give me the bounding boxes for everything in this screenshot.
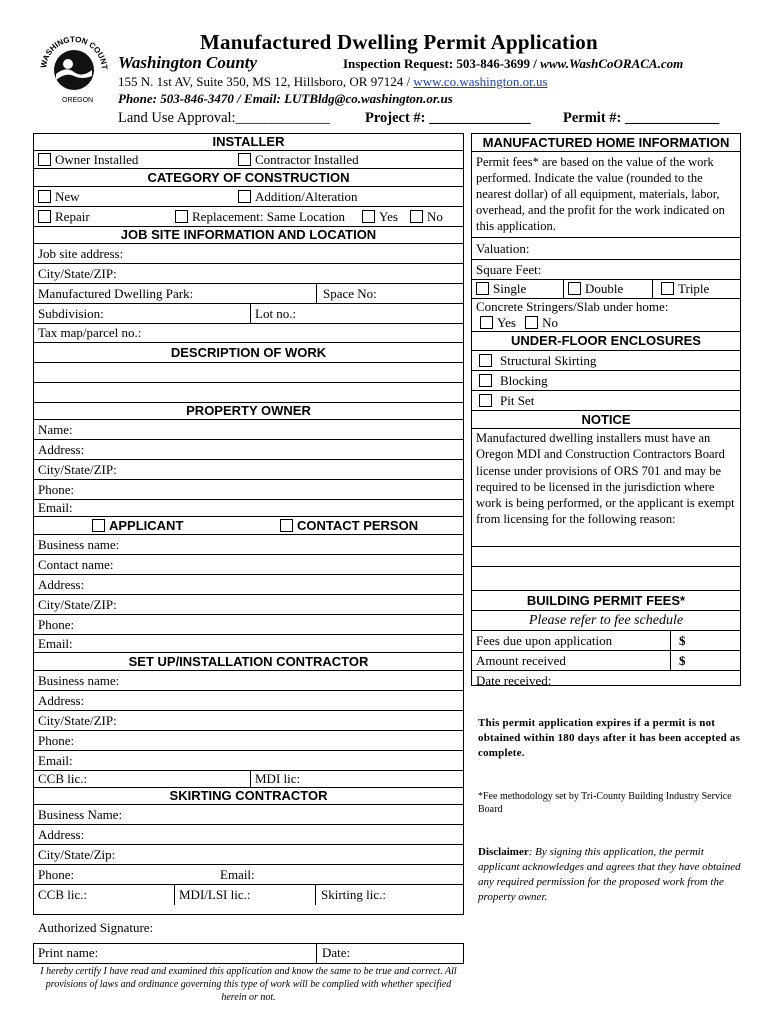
job-subdivision-row — [34, 304, 463, 324]
checkbox-icon[interactable] — [38, 190, 51, 203]
county-seal-logo — [36, 30, 112, 106]
checkbox-icon[interactable] — [568, 282, 581, 295]
applicant-email-field[interactable]: Email: — [34, 635, 463, 653]
space-no-field[interactable]: Space No: — [323, 286, 377, 301]
fee-schedule-note: Please refer to fee schedule — [472, 611, 740, 631]
blocking-checkbox[interactable]: Blocking — [472, 371, 740, 391]
county-name: Washington County — [118, 53, 258, 72]
replacement-no-checkbox[interactable]: No — [410, 207, 443, 226]
checkbox-icon[interactable] — [38, 210, 51, 223]
land-use-approval: Land Use Approval:_____________ — [118, 110, 330, 126]
skirting-business-field[interactable]: Business Name: — [34, 805, 463, 825]
owner-heading: PROPERTY OWNER — [34, 403, 463, 420]
underfloor-heading: UNDER-FLOOR ENCLOSURES — [472, 332, 740, 351]
contractor-installed-checkbox[interactable]: Contractor Installed — [238, 151, 359, 168]
single-checkbox[interactable]: Single — [476, 281, 526, 296]
category-row-2 — [34, 207, 463, 227]
valuation-field[interactable]: Valuation: — [472, 238, 740, 260]
concrete-no-checkbox[interactable]: No — [525, 315, 558, 330]
applicant-city-field[interactable]: City/State/ZIP: — [34, 595, 463, 615]
fees-due-label: Fees due upon application — [476, 633, 613, 648]
permit-fees-note: Permit fees* are based on the value of the work performed. Indicate the value (rounded to the nearest dollar) of all equipment, materials, labor, overhead, and the profit for the work indicated on this application. — [472, 152, 740, 238]
home-size-row — [472, 280, 740, 299]
office-address: 155 N. 1st AV, Suite 350, MS 12, Hillsboro, OR 97124 / www.co.washington.or.us — [118, 74, 548, 89]
addition-checkbox[interactable]: Addition/Alteration — [238, 187, 358, 206]
exempt-reason-line-1[interactable] — [472, 547, 740, 567]
setup-phone-field[interactable]: Phone: — [34, 731, 463, 751]
applicant-checkbox[interactable]: APPLICANT — [92, 517, 183, 534]
fee-methodology-note: *Fee methodology set by Tri-County Building Industry Service Board — [478, 791, 732, 815]
date-field[interactable]: Date: — [322, 945, 351, 960]
description-heading: DESCRIPTION OF WORK — [34, 343, 463, 363]
exempt-reason-line-2[interactable] — [472, 567, 740, 591]
contact-person-checkbox[interactable]: CONTACT PERSON — [280, 517, 418, 534]
checkbox-icon[interactable] — [479, 354, 492, 367]
fees-due-row — [472, 631, 740, 651]
inspection-request: Inspection Request: 503-846-3699 / www.WashCoORACA.com — [343, 56, 684, 71]
checkbox-icon[interactable] — [476, 282, 489, 295]
checkbox-icon[interactable] — [175, 210, 188, 223]
skirting-license-row — [34, 885, 463, 905]
owner-installed-checkbox[interactable]: Owner Installed — [38, 152, 138, 167]
fees-due-amount[interactable]: $ — [679, 633, 686, 648]
checkbox-icon[interactable] — [410, 210, 423, 223]
description-line-1[interactable] — [34, 363, 463, 383]
setup-city-field[interactable]: City/State/ZIP: — [34, 711, 463, 731]
job-site-address-field[interactable]: Job site address: — [34, 244, 463, 264]
tax-map-field[interactable]: Tax map/parcel no.: — [34, 324, 463, 343]
phone-email: Phone: 503-846-3470 / Email: LUTBldg@co.washington.or.us — [118, 91, 453, 106]
setup-ccb-field[interactable]: CCB lic.: — [38, 771, 88, 786]
applicant-phone-field[interactable]: Phone: — [34, 615, 463, 635]
notice-heading: NOTICE — [472, 411, 740, 429]
skirting-contact-row — [34, 865, 463, 885]
fees-heading: BUILDING PERMIT FEES* — [472, 591, 740, 611]
concrete-yes-checkbox[interactable]: Yes — [480, 315, 516, 330]
description-line-2[interactable] — [34, 383, 463, 403]
skirting-phone-field[interactable]: Phone: — [38, 867, 75, 882]
setup-email-field[interactable]: Email: — [34, 751, 463, 771]
skirting-email-field[interactable]: Email: — [220, 867, 255, 882]
job-park-row — [34, 284, 463, 304]
checkbox-icon[interactable] — [479, 374, 492, 387]
concrete-label: Concrete Stringers/Slab under home: — [476, 299, 669, 314]
checkbox-icon[interactable] — [362, 210, 375, 223]
seal-oregon-text: OREGON — [62, 97, 94, 104]
certification-statement: I hereby certify I have read and examined this application and know the same to be true and correct. All provisions of laws and ordinance governing this type of work will be complied with whether specified herein or not. — [40, 966, 457, 1003]
square-feet-field[interactable]: Square Feet: — [472, 260, 740, 280]
amount-received-label: Amount received — [476, 653, 566, 668]
installer-heading: INSTALLER — [34, 134, 463, 151]
double-checkbox[interactable]: Double — [568, 280, 623, 298]
form-title: Manufactured Dwelling Permit Application — [200, 30, 598, 54]
amount-received-value[interactable]: $ — [679, 653, 686, 668]
job-site-heading: JOB SITE INFORMATION AND LOCATION — [34, 227, 463, 244]
setup-license-row — [34, 771, 463, 788]
print-name-row — [33, 943, 464, 964]
checkbox-icon[interactable] — [38, 153, 51, 166]
project-number: Project #: ______________ — [365, 110, 531, 126]
checkbox-icon[interactable] — [238, 190, 251, 203]
checkbox-icon[interactable] — [661, 282, 674, 295]
structural-skirting-checkbox[interactable]: Structural Skirting — [472, 351, 740, 371]
owner-name-field[interactable]: Name: — [34, 420, 463, 440]
skirting-heading: SKIRTING CONTRACTOR — [34, 788, 463, 805]
replacement-yes-checkbox[interactable]: Yes — [362, 207, 398, 226]
checkbox-icon[interactable] — [280, 519, 293, 532]
category-heading: CATEGORY OF CONSTRUCTION — [34, 169, 463, 187]
setup-mdi-field[interactable]: MDI lic: — [255, 771, 301, 786]
disclaimer: Disclaimer: By signing this application, the permit applicant acknowledges and agrees that they have obtained any required permission for the proposed work from the property owner. — [478, 846, 741, 903]
repair-checkbox[interactable]: Repair — [38, 209, 90, 224]
owner-phone-field[interactable]: Phone: — [34, 480, 463, 500]
checkbox-icon[interactable] — [480, 316, 493, 329]
new-checkbox[interactable]: New — [38, 189, 80, 204]
installer-options — [34, 151, 463, 169]
skirting-ccb-field[interactable]: CCB lic.: — [38, 887, 88, 902]
print-name-field[interactable]: Print name: — [38, 945, 99, 960]
website-link[interactable]: www.co.washington.or.us — [413, 74, 548, 89]
authorized-signature-label: Authorized Signature: — [38, 920, 154, 935]
skirting-lic-field[interactable]: Skirting lic.: — [321, 887, 386, 902]
skirting-address-field[interactable]: Address: — [34, 825, 463, 845]
applicant-business-field[interactable]: Business name: — [34, 535, 463, 555]
skirting-city-field[interactable]: City/State/Zip: — [34, 845, 463, 865]
permit-number: Permit #: _____________ — [563, 110, 720, 126]
checkbox-icon[interactable] — [92, 519, 105, 532]
replacement-checkbox[interactable]: Replacement: Same Location — [175, 207, 345, 226]
subdivision-field[interactable]: Subdivision: — [38, 306, 104, 321]
notice-text: Manufactured dwelling installers must have an Oregon MDI and Construction Contractors Board license under provisions of ORS 701 and may be required to be licensed in the jurisdiction where work is being performed, or the applicant is exempt from licensing for the following reason: — [472, 429, 740, 547]
amount-received-row — [472, 651, 740, 671]
owner-address-field[interactable]: Address: — [34, 440, 463, 460]
date-received-field[interactable]: Date received: — [476, 673, 552, 688]
setup-heading: SET UP/INSTALLATION CONTRACTOR — [34, 653, 463, 671]
checkbox-icon[interactable] — [238, 153, 251, 166]
setup-address-field[interactable]: Address: — [34, 691, 463, 711]
skirting-mdi-field[interactable]: MDI/LSI lic.: — [179, 887, 251, 902]
park-field[interactable]: Manufactured Dwelling Park: — [38, 286, 194, 301]
owner-city-field[interactable]: City/State/ZIP: — [34, 460, 463, 480]
owner-email-field[interactable]: Email: — [34, 500, 463, 517]
right-form-top — [471, 133, 741, 686]
lot-no-field[interactable]: Lot no.: — [255, 306, 297, 321]
category-row-1 — [34, 187, 463, 207]
applicant-heading-row — [34, 517, 463, 535]
applicant-contact-field[interactable]: Contact name: — [34, 555, 463, 575]
checkbox-icon[interactable] — [479, 394, 492, 407]
left-form — [33, 133, 464, 915]
svg-text:WASHINGTON COUNTY: WASHINGTON COUNT — [38, 34, 110, 70]
applicant-address-field[interactable]: Address: — [34, 575, 463, 595]
triple-checkbox[interactable]: Triple — [661, 280, 709, 298]
mfg-home-heading: MANUFACTURED HOME INFORMATION — [472, 134, 740, 152]
setup-business-field[interactable]: Business name: — [34, 671, 463, 691]
checkbox-icon[interactable] — [525, 316, 538, 329]
job-site-city-field[interactable]: City/State/ZIP: — [34, 264, 463, 284]
expiration-notice: This permit application expires if a permit is not obtained within 180 days after it has been accepted as complete. — [478, 717, 741, 759]
concrete-row — [472, 299, 740, 332]
pit-set-checkbox[interactable]: Pit Set — [472, 391, 740, 411]
